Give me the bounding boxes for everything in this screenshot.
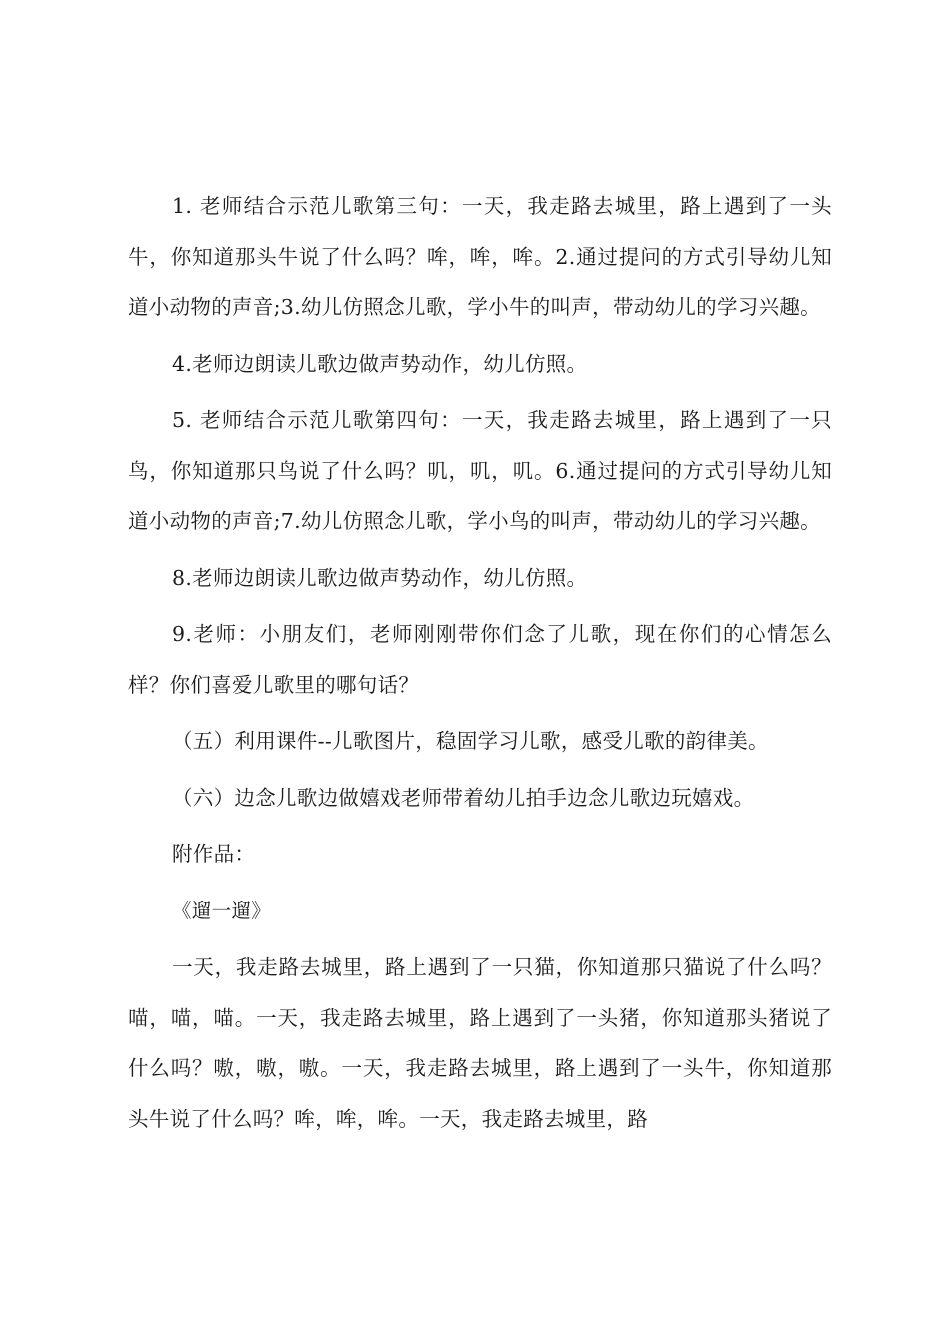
paragraph-section-5: （五）利用课件--儿歌图片，稳固学习儿歌，感受儿歌的韵律美。: [172, 729, 769, 753]
paragraph-step-8: 8.老师边朗读儿歌边做声势动作，幼儿仿照。: [172, 565, 588, 590]
poem-title: 《遛一遛》: [172, 898, 272, 922]
poem-body: 一天，我走路去城里，路上遇到了一只猫，你知道那只猫说了什么吗？喵，喵，喵。一天，我走路去城里，路上遇到了一头猪，你知道那头猪说了什么吗？嗷，嗷，嗷。一天，我走路去城里，路上遇到了一头牛，你知道那头牛说了什么吗？哞，哞，哞。一天，我走路去城里，路: [128, 955, 832, 1131]
paragraph-section-6: （六）边念儿歌边做嬉戏老师带着幼儿拍手边念儿歌边玩嬉戏。: [172, 785, 755, 810]
paragraph-step-1: 1. 老师结合示范儿歌第三句：一天，我走路去城里，路上遇到了一头牛，你知道那头牛说了什么吗？哞，哞，哞。2.通过提问的方式引导幼儿知道小动物的声音;3.幼儿仿照念儿歌，学小牛的叫声，带动幼儿的学习兴趣。: [128, 194, 832, 319]
document-body: [128, 181, 832, 1150]
paragraph-step-5: 5. 老师结合示范儿歌第四句：一天，我走路去城里，路上遇到了一只鸟，你知道那只鸟说了什么吗？叽，叽，叽。6.通过提问的方式引导幼儿知道小动物的声音;7.幼儿仿照念儿歌，学小鸟的叫声，带动幼儿的学习兴趣。: [128, 408, 832, 533]
appendix-heading: 附作品：: [172, 842, 256, 866]
paragraph-step-4: 4.老师边朗读儿歌边做声势动作，幼儿仿照。: [172, 351, 588, 376]
paragraph-step-9: 9.老师：小朋友们，老师刚刚带你们念了儿歌，现在你们的心情怎么样？你们喜爱儿歌里的哪句话？: [128, 622, 832, 697]
